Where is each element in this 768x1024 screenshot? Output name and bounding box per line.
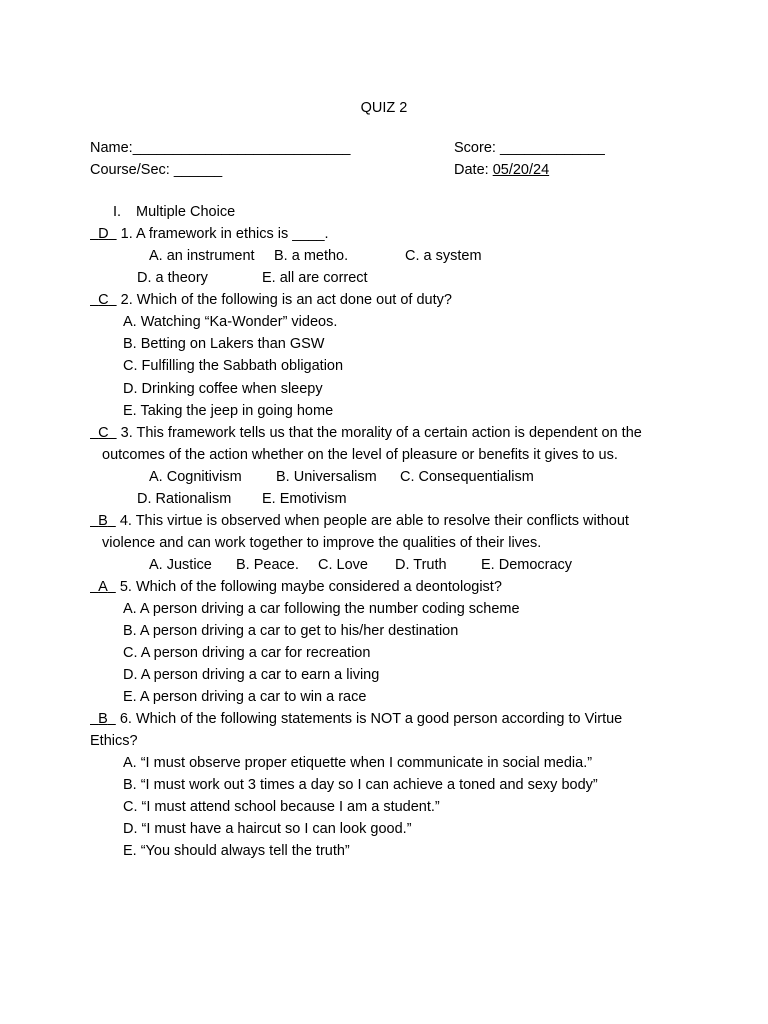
option: B. Betting on Lakers than GSW <box>123 336 325 352</box>
question-1 <box>90 225 329 243</box>
question-text: 6. Which of the following statements is NOT a good person according to Virtue <box>119 711 623 727</box>
answer-blank: A <box>98 579 108 595</box>
course-blank: ______ <box>173 162 223 178</box>
option: B. A person driving a car to get to his/her destination <box>123 623 459 639</box>
section-title: Multiple Choice <box>136 204 236 220</box>
option: C. a system <box>405 248 482 264</box>
option: B. Peace. <box>236 557 299 573</box>
question-text: 3. This framework tells us that the morality of a certain action is dependent on the <box>120 425 642 441</box>
option: B. a metho. <box>274 248 349 264</box>
answer-blank: D <box>98 226 109 242</box>
date-label: Date: <box>454 162 493 178</box>
name-label: Name: <box>90 140 133 156</box>
option: E. Emotivism <box>262 491 347 507</box>
option: A. Watching “Ka-Wonder” videos. <box>123 314 338 330</box>
option: B. Universalism <box>276 469 377 485</box>
option: D. Truth <box>395 557 447 573</box>
option: E. A person driving a car to win a race <box>123 689 367 705</box>
option: D. “I must have a haircut so I can look good.” <box>123 821 412 837</box>
question-5 <box>90 578 502 596</box>
option: A. “I must observe proper etiquette when I communicate in social media.” <box>123 755 593 771</box>
section-number: I. <box>113 204 122 220</box>
course-field <box>90 161 222 179</box>
option: A. Cognitivism <box>149 469 242 485</box>
option: E. Taking the jeep in going home <box>123 403 334 419</box>
option: C. “I must attend school because I am a student.” <box>123 799 440 815</box>
score-label: Score: <box>454 140 500 156</box>
page-title: QUIZ 2 <box>360 100 408 116</box>
option: E. “You should always tell the truth” <box>123 843 350 859</box>
question-4 <box>90 512 629 530</box>
option: E. Democracy <box>481 557 573 573</box>
option: E. all are correct <box>262 270 368 286</box>
name-field <box>90 139 350 157</box>
question-text: 5. Which of the following maybe considered a deontologist? <box>119 579 502 595</box>
date-value: 05/20/24 <box>492 162 550 178</box>
question-text: 1. A framework in ethics is ____. <box>120 226 329 242</box>
answer-blank: B <box>98 711 108 727</box>
question-text-cont: outcomes of the action whether on the level of pleasure or benefits it gives to us. <box>102 447 618 463</box>
option: C. A person driving a car for recreation <box>123 645 371 661</box>
question-3 <box>90 424 642 442</box>
answer-blank: C <box>98 425 109 441</box>
score-blank: _____________ <box>499 140 605 156</box>
date-field <box>454 161 549 179</box>
option: C. Consequentialism <box>400 469 534 485</box>
option: A. A person driving a car following the number coding scheme <box>123 601 520 617</box>
option: A. Justice <box>149 557 212 573</box>
option: A. an instrument <box>149 248 255 264</box>
question-text-cont: violence and can work together to improve the qualities of their lives. <box>102 535 542 551</box>
question-text: 2. Which of the following is an act done out of duty? <box>120 292 452 308</box>
question-2 <box>90 291 452 309</box>
score-field <box>454 139 605 157</box>
option: D. a theory <box>137 270 208 286</box>
option: C. Love <box>318 557 368 573</box>
option: B. “I must work out 3 times a day so I can achieve a toned and sexy body” <box>123 777 598 793</box>
option: D. A person driving a car to earn a living <box>123 667 380 683</box>
question-text-cont: Ethics? <box>90 733 138 749</box>
answer-blank: B <box>98 513 108 529</box>
question-6 <box>90 710 622 728</box>
option: C. Fulfilling the Sabbath obligation <box>123 358 344 374</box>
name-blank: ___________________________ <box>132 140 351 156</box>
answer-blank: C <box>98 292 109 308</box>
option: D. Rationalism <box>137 491 232 507</box>
course-label: Course/Sec: <box>90 162 174 178</box>
question-text: 4. This virtue is observed when people are able to resolve their conflicts without <box>119 513 629 529</box>
option: D. Drinking coffee when sleepy <box>123 381 323 397</box>
